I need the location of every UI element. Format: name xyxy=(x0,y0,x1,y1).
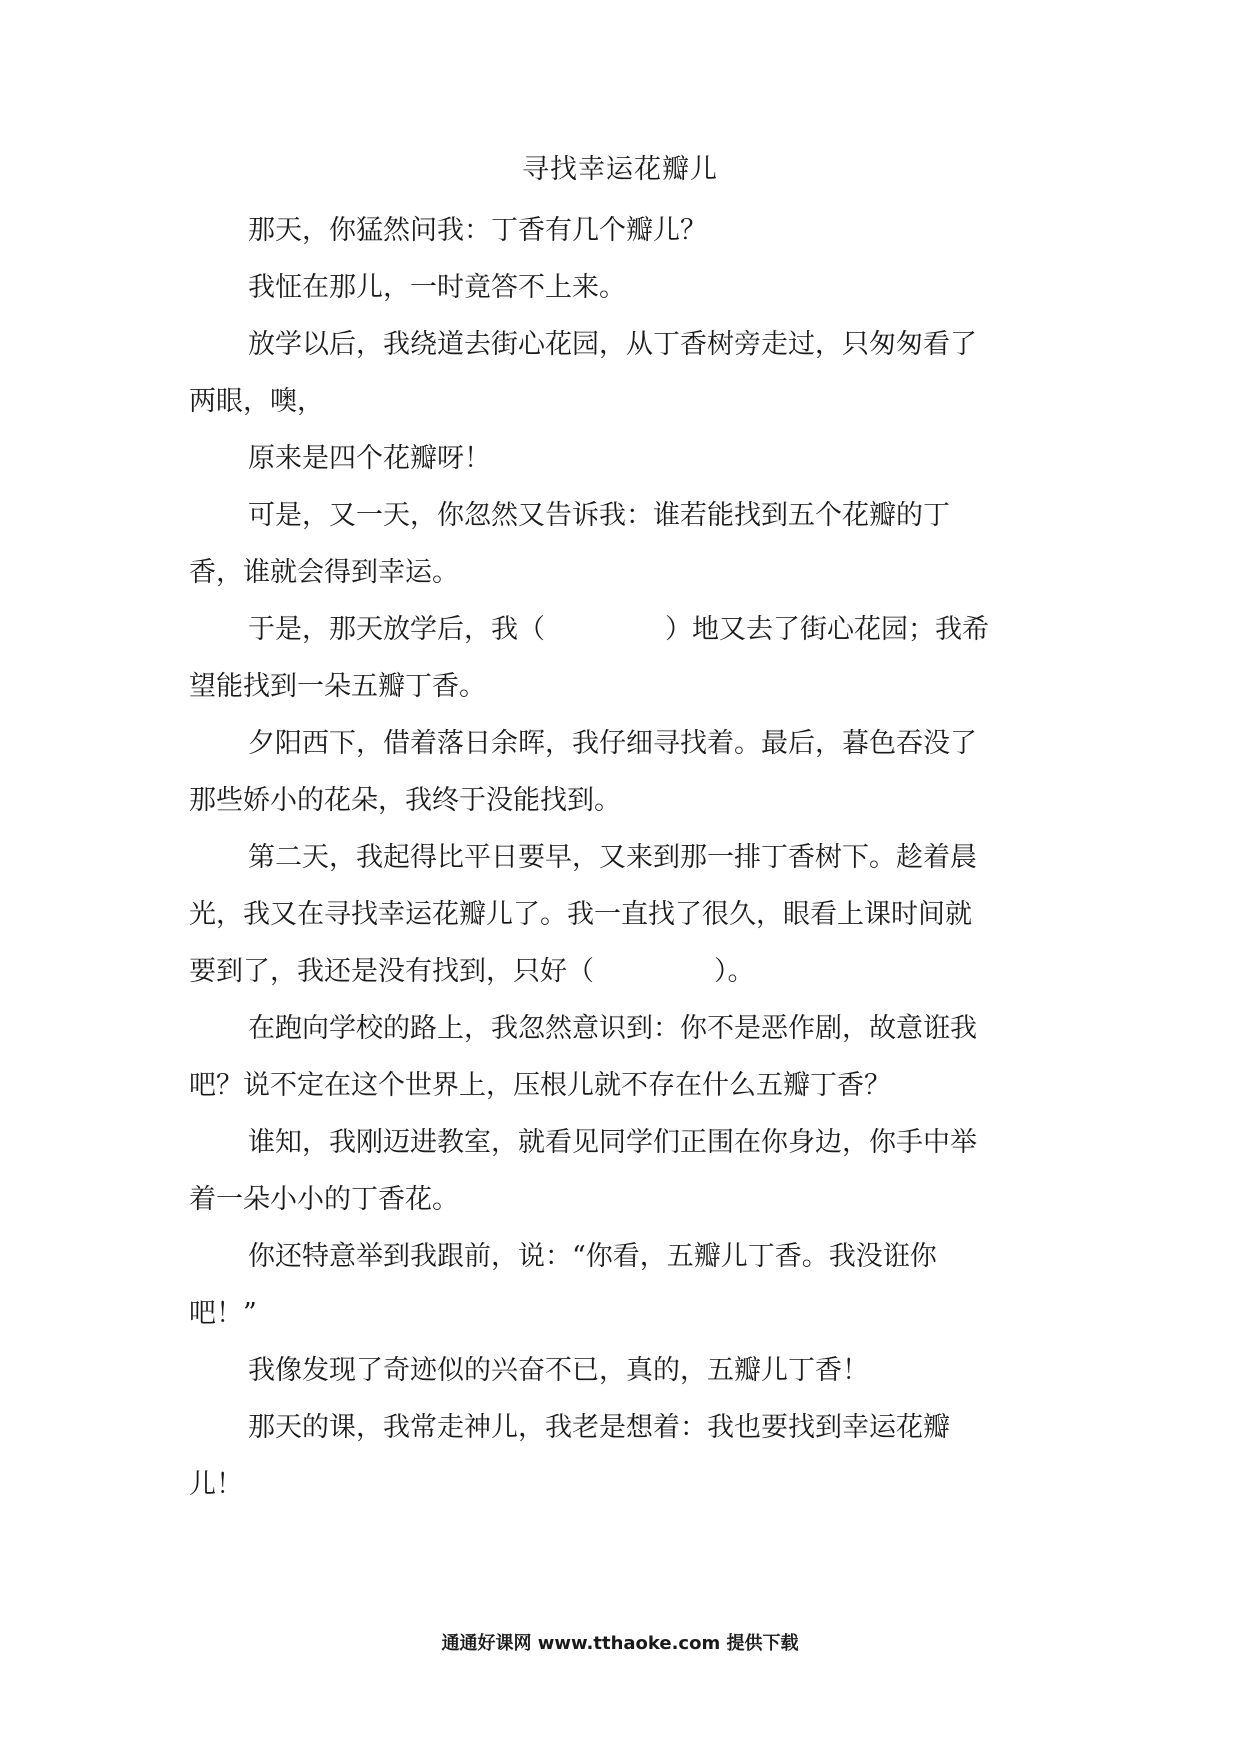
paragraph xyxy=(189,829,1059,943)
line: 吧？说不定在这个世界上，压根儿就不存在什么五瓣丁香？ xyxy=(189,1070,891,1101)
paragraph xyxy=(189,202,1059,259)
paragraph xyxy=(189,430,1059,487)
line: 第二天，我起得比平日要早，又来到那一排丁香树下。趁着晨 xyxy=(248,842,977,873)
line: 吧！” xyxy=(189,1298,257,1329)
paragraph xyxy=(189,715,1059,829)
paragraph xyxy=(189,1228,1059,1342)
footer-credit: 通通好课网 www.tthaoke.com 提供下载 xyxy=(441,1633,799,1654)
paragraph xyxy=(189,1114,1059,1228)
line: 着一朵小小的丁香花。 xyxy=(189,1184,459,1215)
line: 在跑向学校的路上，我忽然意识到：你不是恶作剧，故意诳我 xyxy=(248,1013,977,1044)
line-before-blank: 要到了，我还是没有找到，只好（ xyxy=(189,956,594,987)
line: 谁知，我刚迈进教室，就看见同学们正围在你身边，你手中举 xyxy=(248,1127,977,1158)
line: 那天的课，我常走神儿，我老是想着：我也要找到幸运花瓣 xyxy=(248,1412,950,1443)
line: 可是，又一天，你忽然又告诉我：谁若能找到五个花瓣的丁 xyxy=(248,500,950,531)
line: 光，我又在寻找幸运花瓣儿了。我一直找了很久，眼看上课时间就 xyxy=(189,899,972,930)
line: 儿！ xyxy=(189,1469,243,1500)
paragraph xyxy=(189,1000,1059,1114)
document-body xyxy=(189,202,1059,1513)
line: 那天，你猛然问我：丁香有几个瓣儿？ xyxy=(248,215,707,246)
line: 那些娇小的花朵，我终于没能找到。 xyxy=(189,785,621,816)
paragraph-continuation xyxy=(189,943,1059,1000)
line: 夕阳西下，借着落日余晖，我仔细寻找着。最后，暮色吞没了 xyxy=(248,728,977,759)
line-after-blank: ）。 xyxy=(714,956,755,987)
line: 我怔在那儿，一时竟答不上来。 xyxy=(248,272,626,303)
line: 放学以后，我绕道去街心花园，从丁香树旁走过，只匆匆看了 xyxy=(248,329,977,360)
line: 我像发现了奇迹似的兴奋不已，真的，五瓣儿丁香！ xyxy=(248,1355,869,1386)
paragraph xyxy=(189,1399,1059,1513)
line: 原来是四个花瓣呀！ xyxy=(248,443,491,474)
paragraph xyxy=(189,316,1059,430)
line: 香，谁就会得到幸运。 xyxy=(189,557,459,588)
paragraph xyxy=(189,601,1059,715)
line-before-blank: 于是，那天放学后，我（ xyxy=(248,614,545,645)
line: 两眼，噢， xyxy=(189,386,324,417)
paragraph xyxy=(189,259,1059,316)
document-title: 寻找幸运花瓣儿 xyxy=(522,154,718,185)
line: 你还特意举到我跟前，说：“你看，五瓣儿丁香。我没诳你 xyxy=(248,1241,937,1272)
line: 望能找到一朵五瓣丁香。 xyxy=(189,671,486,702)
paragraph xyxy=(189,1342,1059,1399)
paragraph xyxy=(189,487,1059,601)
line-after-blank: ）地又去了街心花园；我希 xyxy=(665,614,989,645)
